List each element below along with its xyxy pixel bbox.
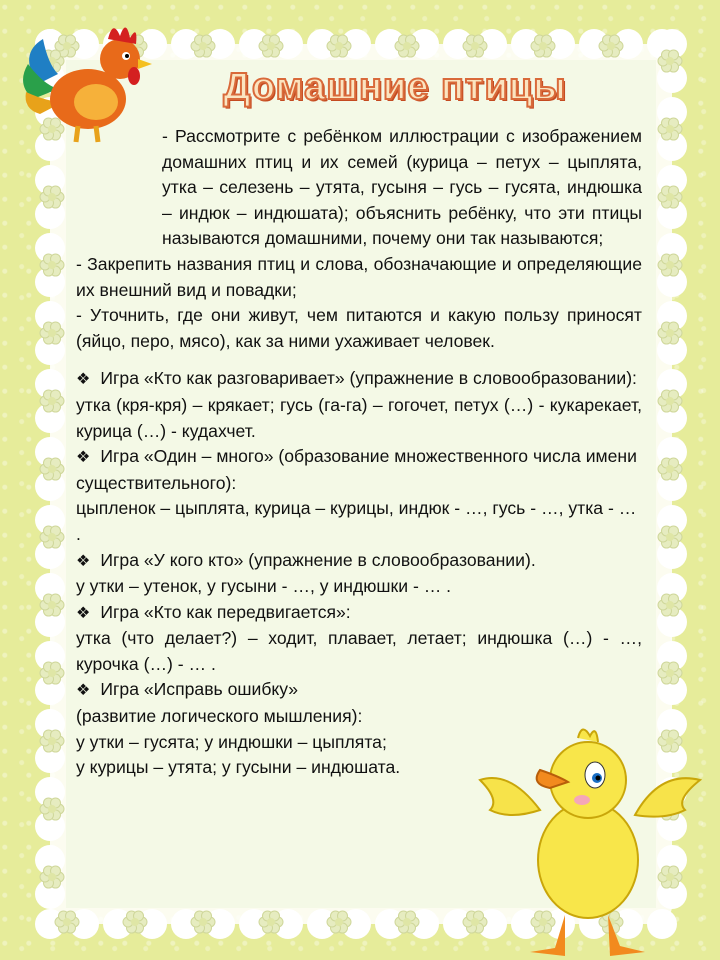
lace-motif [199,918,207,926]
lace-motif [48,601,56,609]
lace-motif [335,918,343,926]
lace-motif [131,918,139,926]
lace-motif [48,669,56,677]
games-list [76,366,642,781]
game-heading: Игра «У кого кто» (упражнение в словообразовании). [100,549,536,570]
lace-motif [199,42,207,50]
intro-paragraph-1: - Рассмотрите с ребёнком иллюстрации с изображением домашних птиц и их семей (курица – петух – цыплята, утка – селезень – утята, гусыня – гусь – гусята, индюшка – индюк – индюшата); объяснить ребёнку, что эти птицы называются домашними, почему они так называются; [162,126,642,249]
game-body: утка (что делает?) – ходит, плавает, летает; индюшка (…) - …, курочка (…) - … . [76,628,642,674]
lace-motif [48,193,56,201]
game-body-line: (развитие логического мышления): [76,706,363,727]
lace-motif [666,669,674,677]
lace-motif [63,918,71,926]
lace-motif [666,601,674,609]
lace-motif [607,42,615,50]
lace-motif [666,329,674,337]
lace-motif [48,465,56,473]
lace-motif [48,805,56,813]
lace-motif [335,42,343,50]
lace-motif [48,397,56,405]
game-body: цыпленок – цыплята, курица – курицы, индюк - …, гусь - …, утка - … . [76,498,637,544]
lace-motif [666,465,674,473]
game-heading: Игра «Кто как передвигается»: [100,601,351,622]
lace-motif [666,57,674,65]
bullet-icon: ❖ [76,371,91,389]
game-body-line: у курицы – утята; у гусыни – индюшата. [76,757,401,778]
lace-motif [471,42,479,50]
lace-motif [48,261,56,269]
lace-motif [666,125,674,133]
page-title: Домашние птицы [223,66,567,108]
lace-motif [267,918,275,926]
game-item [76,366,642,444]
bullet-icon: ❖ [76,449,91,467]
lace-motif [666,261,674,269]
game-heading: Игра «Исправь ошибку» [100,679,299,700]
lace-motif [48,533,56,541]
lace-motif [403,918,411,926]
intro-paragraph-3: - Уточнить, где они живут, чем питаются и какую пользу приносят (яйцо, перо, мясо), как за ними ухаживает человек. [76,305,642,351]
game-item [76,548,642,600]
lace-motif [666,397,674,405]
bullet-icon: ❖ [76,682,91,700]
lace-motif [403,42,411,50]
lace-motif [666,193,674,201]
lace-motif [267,42,275,50]
game-heading: Игра «Один – много» (образование множественного числа имени существительного): [76,446,637,493]
game-body: утка (кря-кря) – крякает; гусь (га-га) – гогочет, петух (…) - кукарекает, курица (…) - кудахчет. [76,394,642,441]
game-item [76,677,642,780]
game-item [76,600,642,678]
bullet-icon: ❖ [76,604,91,622]
lace-motif [539,42,547,50]
game-body: у утки – утенок, у гусыни - …, у индюшки - … . [76,576,452,597]
lace-motif [48,873,56,881]
lace-motif [666,533,674,541]
content [76,124,642,781]
bullet-icon: ❖ [76,552,91,570]
lace-motif [48,329,56,337]
intro-paragraph-2: - Закрепить названия птиц и слова, обозначающие и определяющие их внешний вид и повадки; [76,253,642,300]
game-heading: Игра «Кто как разговаривает» (упражнение в словообразовании): [100,368,637,389]
game-item [76,444,642,547]
lace-motif [48,737,56,745]
game-body-line: у утки – гусята; у индюшки – цыплята; [76,731,387,752]
